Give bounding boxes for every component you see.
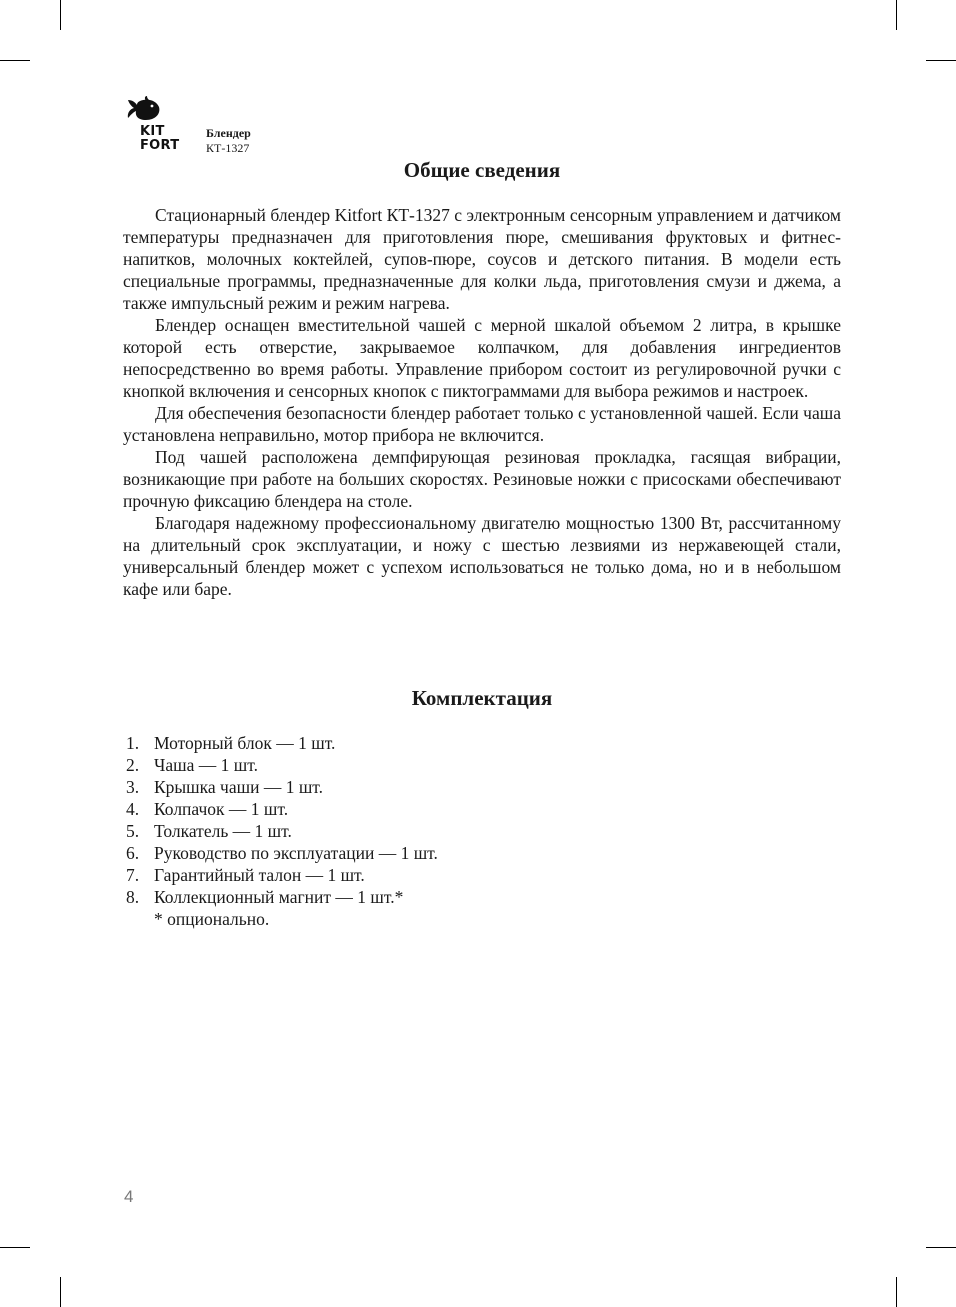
list-item-text: Руководство по эксплуатации — 1 шт. [154, 843, 438, 863]
crop-mark [60, 1277, 61, 1307]
whale-logo-icon [126, 96, 162, 122]
list-item-text: Коллекционный магнит — 1 шт.* [154, 887, 404, 907]
crop-mark [0, 1247, 30, 1248]
header-product-name: Блендер [206, 126, 251, 140]
list-item [123, 754, 723, 776]
brand-text-kit: KIT [140, 124, 165, 139]
list-item [123, 776, 723, 798]
list-item-text: Толкатель — 1 шт. [154, 821, 292, 841]
list-item-number: 4. [126, 799, 140, 819]
paragraph: Благодаря надежному профессиональному двигателю мощностью 1300 Вт, рассчитанному на длительный срок эксплуатации, и ножу с шестью лезвиями из нержавеющей стали, универсальный блендер может с успехом использоваться не только дома, но и в небольшом кафе или баре. [123, 513, 841, 599]
general-body [123, 204, 841, 600]
crop-mark [896, 0, 897, 30]
paragraph: Для обеспечения безопасности блендер работает только с установленной чашей. Если чаша установлена неправильно, мотор прибора не включится. [123, 403, 841, 445]
list-item-text: Колпачок — 1 шт. [154, 799, 289, 819]
list-item-number: 7. [126, 865, 140, 885]
paragraph: Стационарный блендер Kitfort КТ-1327 с электронным сенсорным управлением и датчиком температуры предназначен для приготовления пюре, смешивания фруктовых и фитнес-напитков, молочных коктейлей, супов-пюре, соусов и детского питания. В модели есть специальные программы, предназначенные для колки льда, приготовления смузи и джема, а также импульсный режим и режим нагрева. [123, 205, 841, 313]
list-item-text: Моторный блок — 1 шт. [154, 733, 336, 753]
list-item-text: Чаша — 1 шт. [154, 755, 258, 775]
kit-list [123, 732, 723, 908]
list-item-number: 1. [126, 733, 140, 753]
list-item [123, 864, 723, 886]
crop-mark [896, 1277, 897, 1307]
section-title-general: Общие сведения [403, 158, 561, 182]
crop-mark [926, 1247, 956, 1248]
list-item [123, 820, 723, 842]
list-item-text: Крышка чаши — 1 шт. [154, 777, 324, 797]
list-item-number: 5. [126, 821, 140, 841]
list-item-number: 3. [126, 777, 140, 797]
section-title-kit: Комплектация [411, 686, 553, 710]
paragraph: Блендер оснащен вместительной чашей с мерной шкалой объемом 2 литра, в крышке которой есть отверстие, закрываемое колпачком, для добавления ингредиентов непосредственно во время работы. Управление прибором состоит из регулировочной ручки с кнопкой включения и сенсорных кнопок с пиктограммами для выбора режимов и настроек. [123, 315, 841, 401]
list-item-text: Гарантийный талон — 1 шт. [154, 865, 365, 885]
crop-mark [60, 0, 61, 30]
brand-logo [124, 96, 194, 160]
list-item [123, 732, 723, 754]
list-item-number: 8. [126, 887, 140, 907]
crop-mark [0, 60, 30, 61]
list-item [123, 886, 723, 908]
list-item-number: 6. [126, 843, 140, 863]
list-item [123, 798, 723, 820]
kit-footnote: * опционально. [154, 909, 270, 929]
page-number: 4 [124, 1187, 134, 1206]
crop-mark [926, 60, 956, 61]
brand-text-fort: FORT [140, 138, 180, 153]
list-item [123, 842, 723, 864]
list-item-number: 2. [126, 755, 140, 775]
header-product-model: КТ-1327 [206, 141, 250, 155]
paragraph: Под чашей расположена демпфирующая резиновая прокладка, гасящая вибрации, возникающие при работе на больших скоростях. Резиновые ножки с присосками обеспечивают прочную фиксацию блендера на столе. [123, 447, 841, 511]
